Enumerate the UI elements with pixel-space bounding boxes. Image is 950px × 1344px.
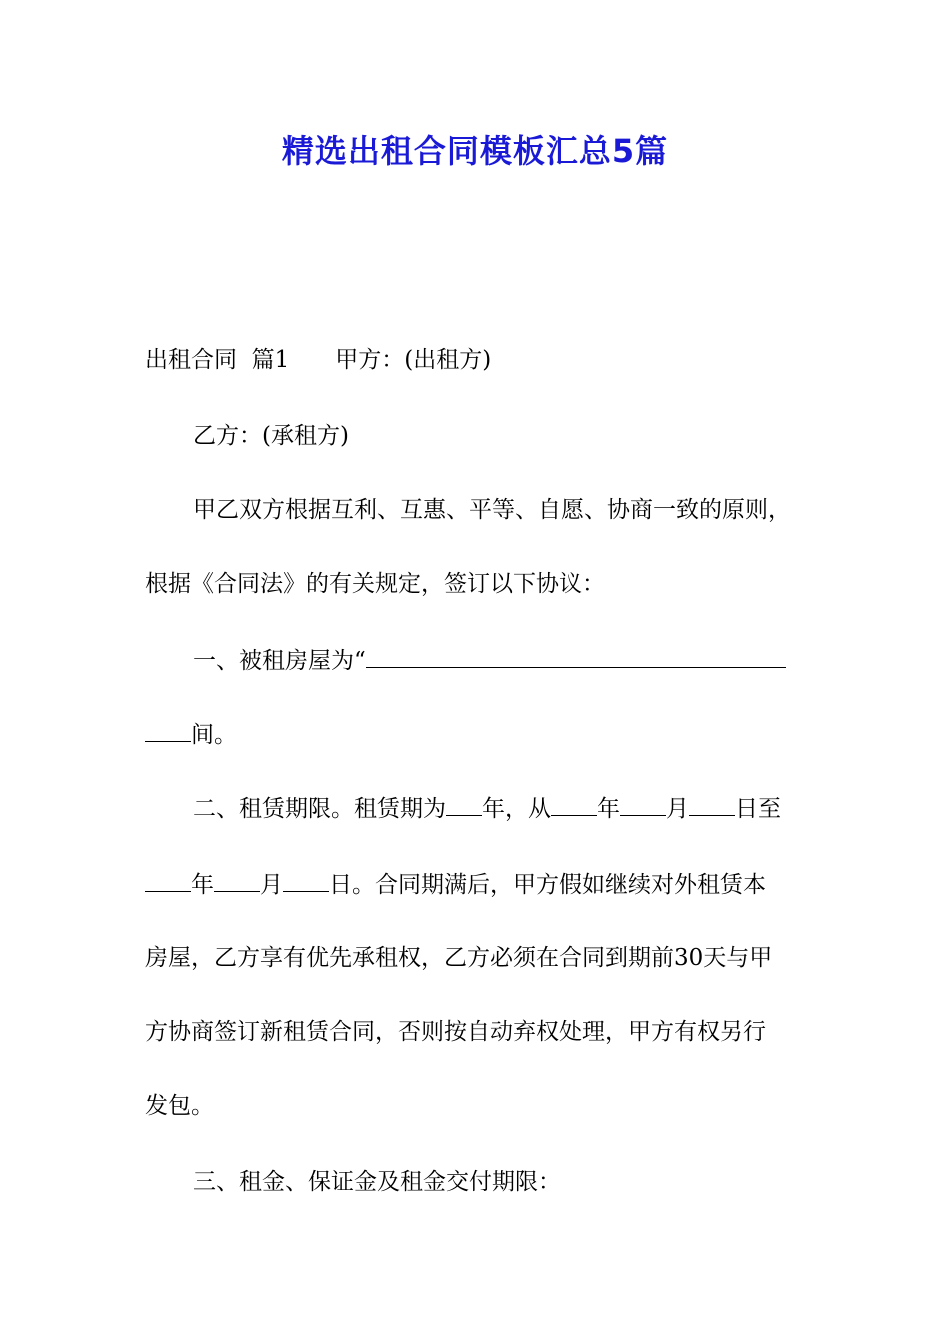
contract-heading: 出租合同 篇1: [145, 347, 290, 373]
clause-1-line-2: [145, 719, 237, 750]
clause-1-line-1: [193, 645, 786, 676]
clause-2-line-2: [145, 869, 766, 900]
blank-end-month: [214, 869, 260, 892]
document-title: 精选出租合同模板汇总5篇: [281, 132, 669, 170]
blank-term-years: [446, 793, 482, 816]
clause-2-from: 年，从: [482, 796, 551, 822]
blank-start-day: [689, 793, 735, 816]
clause-2-line-3: 房屋，乙方享有优先承租权，乙方必须在合同到期前30天与甲: [145, 945, 773, 971]
clause-3-heading: 三、租金、保证金及租金交付期限：: [193, 1169, 561, 1195]
clause-2-month: 月: [666, 796, 689, 822]
blank-rooms: [145, 719, 191, 742]
clause-2-end-rest: 日。合同期满后，甲方假如继续对外租赁本: [329, 872, 766, 898]
intro-line-2: 根据《合同法》的有关规定，签订以下协议：: [145, 571, 605, 597]
clause-1-suffix: 间。: [191, 722, 237, 748]
clause-2-term-label: 二、租赁期限。租赁期为: [193, 796, 446, 822]
blank-end-day: [283, 869, 329, 892]
clause-2-end-month: 月: [260, 872, 283, 898]
intro-line-1: 甲乙双方根据互利、互惠、平等、自愿、协商一致的原则，: [193, 497, 791, 523]
blank-start-month: [620, 793, 666, 816]
clause-2-end-year: 年: [191, 872, 214, 898]
clause-2-line-1: [193, 793, 781, 824]
clause-1-prefix: 一、被租房屋为“: [193, 648, 366, 674]
contract-header-line: [145, 345, 491, 375]
party-a-label: 甲方：(出租方): [335, 347, 492, 373]
blank-premises: [366, 645, 786, 668]
clause-2-day-to: 日至: [735, 796, 781, 822]
clause-2-line-5: 发包。: [145, 1093, 214, 1119]
party-b-label: 乙方：(承租方): [193, 423, 349, 449]
clause-2-year: 年: [597, 796, 620, 822]
blank-start-year: [551, 793, 597, 816]
clause-2-line-4: 方协商签订新租赁合同，否则按自动弃权处理，甲方有权另行: [145, 1019, 766, 1045]
blank-end-year: [145, 869, 191, 892]
